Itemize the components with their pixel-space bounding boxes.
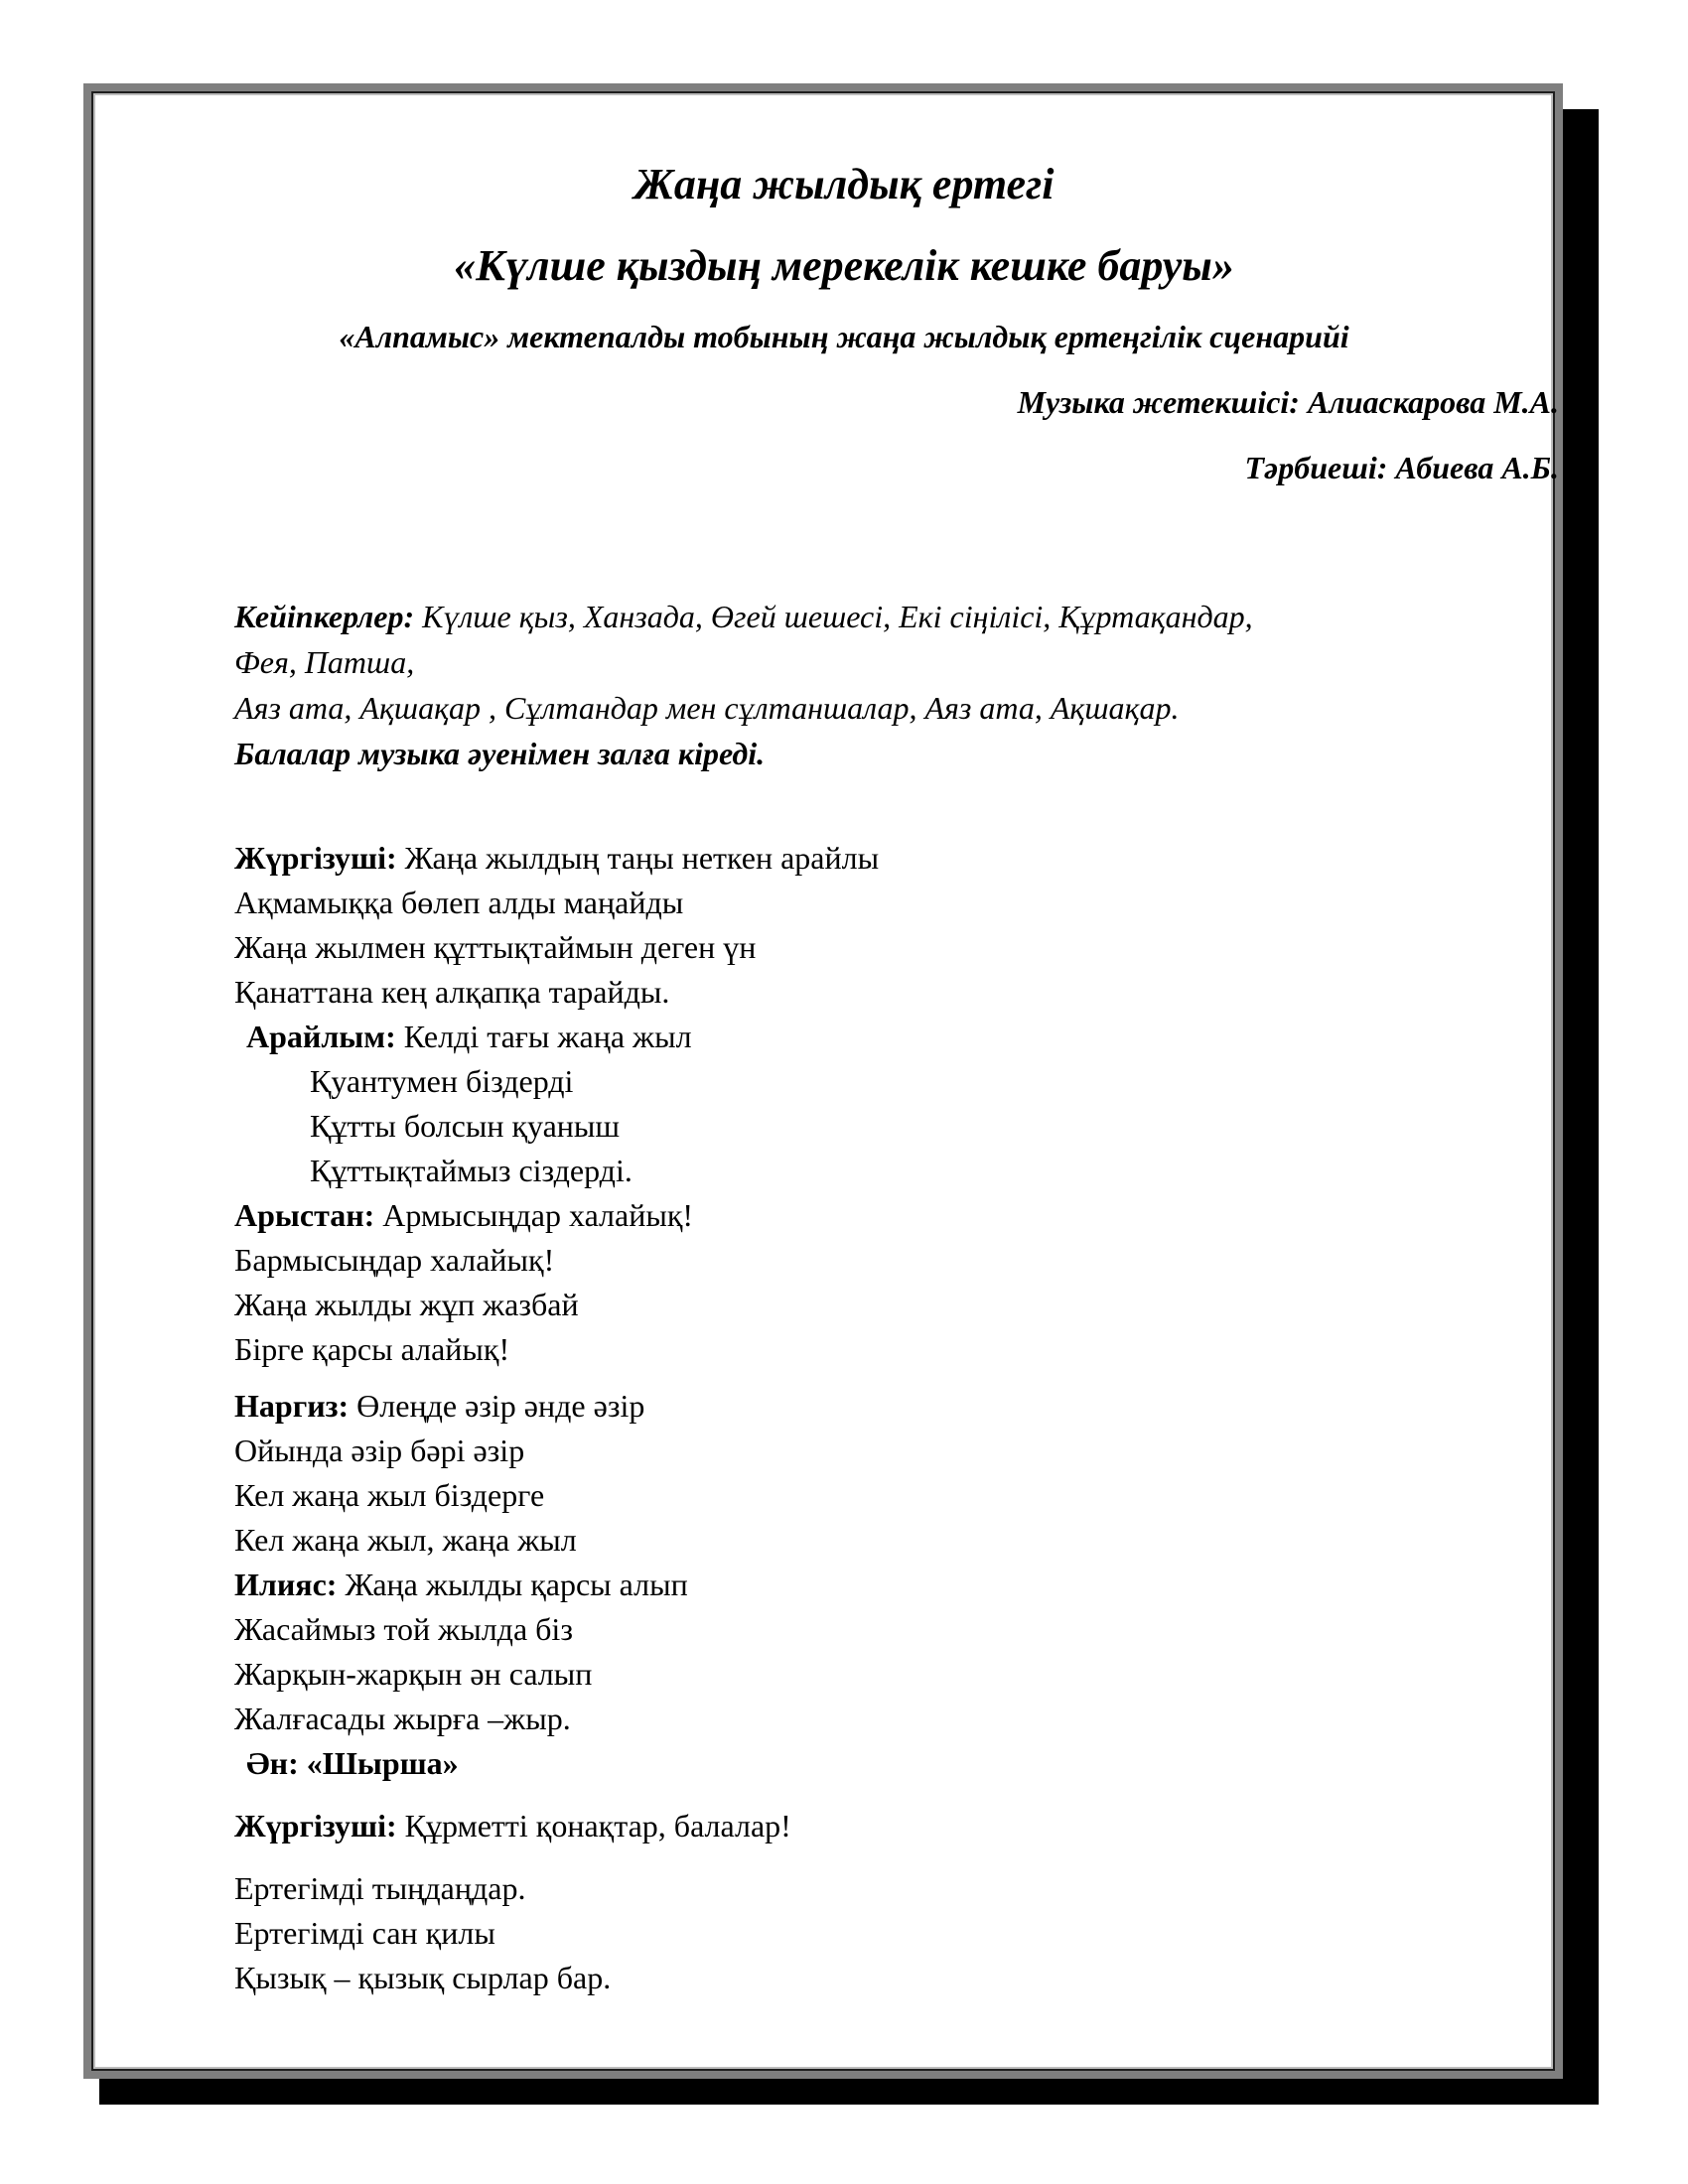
speaker-name: Арайлым: — [246, 1019, 396, 1054]
characters-line: Күлше қыз, Ханзада, Өгей шешесі, Екі сіңілісі, Құртақандар, — [414, 599, 1253, 634]
characters-line: Аяз ата, Ақшақар , Сұлтандар мен сұлтаншалар, Аяз ата, Ақшақар. — [234, 690, 1180, 726]
music-teacher: Музыка жетекшісі: Алиаскарова М.А. — [1017, 384, 1559, 420]
characters-line: Фея, Патша, — [234, 644, 415, 680]
speaker-name: Жүргізуші: — [234, 1808, 397, 1843]
verse-line: Жалғасады жырға –жыр. — [234, 1701, 571, 1736]
verse-line: Ойында әзір бәрі әзір — [234, 1433, 525, 1468]
verse-line: Ертегімді сан қилы — [234, 1915, 495, 1951]
verse-line: Кел жаңа жыл біздерге — [234, 1477, 545, 1513]
stage-direction: Балалар музыка әуенімен залға кіреді. — [234, 736, 766, 771]
song-title: Ән: «Шырша» — [246, 1745, 459, 1781]
verse-line: Жаңа жылды жұп жазбай — [234, 1287, 579, 1322]
speaker-name: Наргиз: — [234, 1388, 350, 1424]
speaker-name: Арыстан: — [234, 1197, 375, 1233]
speaker-name: Жүргізуші: — [234, 840, 397, 876]
verse-line: Қуантумен біздерді — [310, 1063, 574, 1099]
verse-line: Жаңа жылдың таңы неткен арайлы — [396, 840, 880, 876]
verse-line: Келді тағы жаңа жыл — [395, 1019, 692, 1054]
verse-line: Жаңа жылды қарсы алып — [337, 1567, 688, 1602]
verse-line: Өлеңде әзір әнде әзір — [349, 1388, 645, 1424]
characters-block — [234, 594, 1525, 776]
verse-line: Жарқын-жарқын ән салып — [234, 1656, 593, 1692]
verse-line: Ақмамыққа бөлеп алды маңайды — [234, 885, 684, 920]
verse-line: Қанаттана кең алқапқа тарайды. — [234, 974, 670, 1010]
script-body — [234, 836, 1525, 2000]
verse-line: Жасаймыз той жылда біз — [234, 1611, 573, 1647]
verse-line: Жаңа жылмен құттықтаймын деген үн — [234, 929, 757, 965]
verse-line: Құтты болсын қуаныш — [310, 1108, 621, 1144]
educator: Тәрбиеші: Абиева А.Б. — [1244, 450, 1559, 485]
document-title: Жаңа жылдық ертегі — [633, 160, 1055, 208]
verse-line: Кел жаңа жыл, жаңа жыл — [234, 1522, 577, 1558]
verse-line: Армысыңдар халайық! — [374, 1197, 694, 1233]
verse-line: Бірге қарсы алайық! — [234, 1331, 510, 1367]
verse-line: Қызық – қызық сырлар бар. — [234, 1960, 612, 1995]
speaker-name: Илияс: — [234, 1567, 338, 1602]
document-subtitle: «Күлше қыздың мерекелік кешке баруы» — [454, 241, 1234, 290]
verse-line: Ертегімді тыңдаңдар. — [234, 1870, 526, 1906]
verse-line: Құрметті қонақтар, балалар! — [396, 1808, 791, 1843]
verse-line: Құттықтаймыз сіздерді. — [310, 1153, 633, 1188]
characters-label: Кейіпкерлер: — [234, 599, 415, 634]
document-description: «Алпамыс» мектепалды тобының жаңа жылдық ертеңгілік сценарийі — [339, 319, 1349, 354]
verse-line: Бармысыңдар халайық! — [234, 1242, 555, 1278]
